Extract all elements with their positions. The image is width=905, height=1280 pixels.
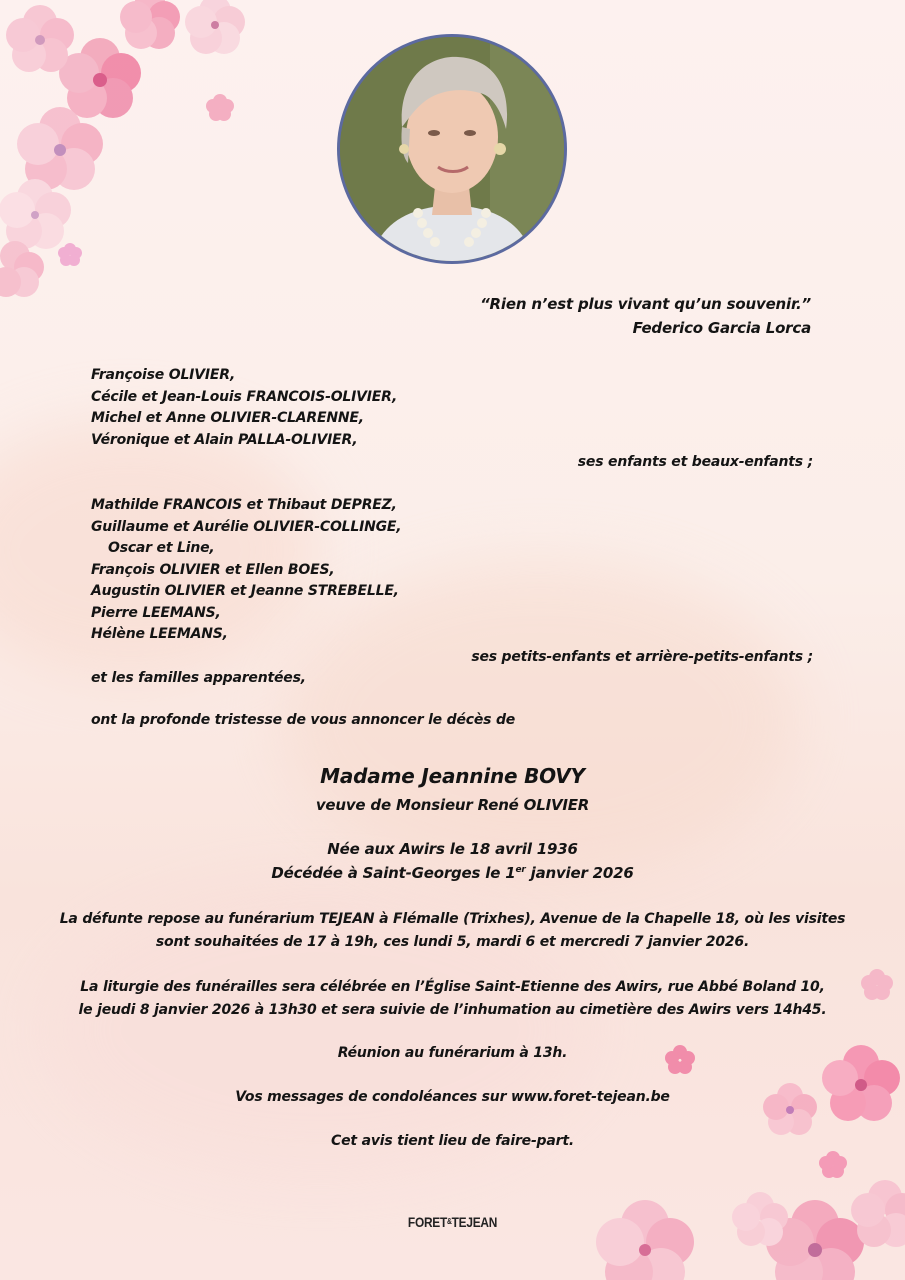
birth-line: Née aux Awirs le 18 avril 1936: [327, 840, 578, 858]
family-member: Hélène LEEMANS,: [91, 626, 228, 642]
quote-author: Federico Garcia Lorca: [632, 319, 811, 337]
liturgy-line-1: La liturgie des funérailles sera célébrée en l’Église Saint-Etienne des Awirs, rue Abbé Boland 10,: [80, 979, 825, 995]
family-member: Michel et Anne OLIVIER-CLARENNE,: [91, 410, 364, 426]
deceased-widow-of: veuve de Monsieur René OLIVIER: [315, 796, 590, 814]
notice-line: Cet avis tient lieu de faire-part.: [331, 1133, 574, 1149]
death-line: Décédée à Saint-Georges le 1er janvier 2026: [271, 864, 634, 882]
deceased-name: Madame Jeannine BOVY: [320, 764, 585, 788]
foret-tejean-logo: FORET&TEJEAN: [407, 1214, 498, 1230]
family-member: Augustin OLIVIER et Jeanne STREBELLE,: [91, 583, 399, 599]
quote-text: “Rien n’est plus vivant qu’un souvenir.”: [480, 295, 811, 313]
family-member: Françoise OLIVIER,: [91, 367, 236, 383]
family-member: Oscar et Line,: [108, 540, 215, 556]
rest-line-1: La défunte repose au funérarium TEJEAN à Flémalle (Trixhes), Avenue de la Chapelle 18, où les visites: [59, 911, 846, 927]
children-relation: ses enfants et beaux-enfants ;: [577, 454, 813, 470]
meeting-line: Réunion au funérarium à 13h.: [337, 1045, 568, 1061]
portrait-illustration-icon: [340, 37, 564, 261]
family-member: Véronique et Alain PALLA-OLIVIER,: [91, 431, 358, 448]
flower-cluster-top-left-icon: [0, 0, 270, 320]
portrait-photo: [337, 34, 567, 264]
family-member: François OLIVIER et Ellen BOES,: [91, 561, 335, 578]
families-line: et les familles apparentées,: [91, 670, 306, 686]
family-member: Pierre LEEMANS,: [91, 604, 221, 621]
family-member: Mathilde FRANCOIS et Thibaut DEPREZ,: [91, 497, 397, 513]
announcement: ont la profonde tristesse de vous annoncer le décès de: [91, 712, 516, 728]
grandchildren-relation: ses petits-enfants et arrière-petits-enfants ;: [471, 649, 813, 665]
liturgy-line-2: le jeudi 8 janvier 2026 à 13h30 et sera suivie de l’inhumation au cimetière des Awirs vers 14h45.: [78, 1002, 827, 1018]
rest-line-2: sont souhaitées de 17 à 19h, ces lundi 5, mardi 6 et mercredi 7 janvier 2026.: [155, 934, 750, 950]
family-member: Cécile et Jean-Louis FRANCOIS-OLIVIER,: [91, 388, 398, 405]
family-member: Guillaume et Aurélie OLIVIER-COLLINGE,: [91, 518, 402, 535]
condolences-line: Vos messages de condoléances sur www.foret-tejean.be: [235, 1089, 670, 1105]
